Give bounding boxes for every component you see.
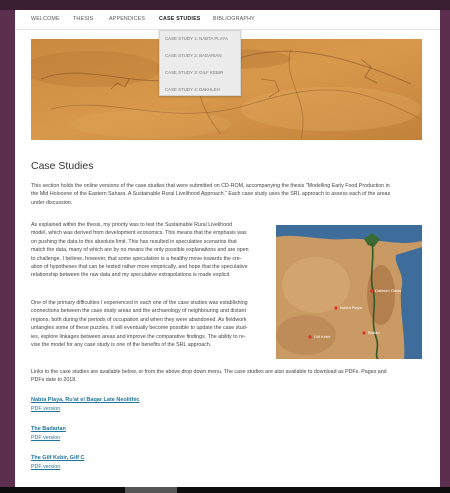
browser-bottom-bar: [0, 487, 450, 493]
main-navigation: [15, 10, 440, 30]
paragraph-line: regions, both during the periods of occupation and when they were abandoned. As fieldwork: [31, 316, 247, 323]
pdf-link-nabta-playa[interactable]: PDF version: [31, 406, 61, 412]
map-label-gilf-kebir: Gilf Kebir: [314, 334, 331, 339]
intro-line: the Mid Holocene of the Eastern Sahara. A Sustainable Rural Livelihood Approach." Each case study uses the SRL approach to assess each of the areas: [31, 191, 391, 198]
nav-item-case-studies[interactable]: CASE STUDIES: [159, 16, 201, 22]
intro-line: under discussion.: [31, 199, 73, 206]
paragraph-line: relationship between the raw data and my speculative extrapolations is made explicit.: [31, 272, 231, 279]
links-intro-paragraph: [31, 368, 426, 385]
paragraph-line: connections between the case study areas and the archaeology of neighbouring and distant: [31, 308, 246, 315]
difficulties-paragraph: [31, 299, 276, 349]
paragraph-line: on pushing the data to this absolute limit. This has resulted in speculative scenarios that: [31, 238, 237, 245]
pdf-link-badarian[interactable]: PDF version: [31, 435, 61, 441]
nav-item-appendices[interactable]: APPENDICES: [109, 16, 146, 22]
egypt-satellite-map: [276, 225, 422, 359]
paragraph-line: match the data, many of which are by no means the only possible explanations and are open: [31, 247, 249, 254]
case-study-link-badarian[interactable]: The Badarian: [31, 426, 66, 432]
browser-top-bar: [0, 0, 450, 10]
map-label-badari: Badari: [368, 330, 380, 335]
dropdown-item-gilf-kebir[interactable]: CASE STUDY 3: GILF KEBIR: [165, 70, 224, 75]
paragraph-line: to challenge. I believe, however, that some speculation is a healthy move towards the cre-: [31, 255, 242, 262]
case-studies-dropdown: [159, 30, 241, 96]
dropdown-item-nabta-playa[interactable]: CASE STUDY 1: NABTA PLAYA: [165, 36, 228, 41]
paragraph-line: model, which was derived from development economics. This means that the emphasis was: [31, 230, 247, 237]
paragraph-line: ation of hypotheses that can be tested rather more empirically, and hope that the speculative: [31, 264, 248, 271]
page-title: Case Studies: [31, 160, 94, 172]
priority-paragraph: [31, 221, 271, 280]
nav-item-thesis[interactable]: THESIS: [73, 16, 94, 22]
paragraph-line: Links to the case studies are available below, or from the above drop down menu. The case studies are also available to download as PDFs. Pages and: [31, 369, 387, 375]
page-container: [15, 10, 440, 493]
dropdown-item-badarian[interactable]: CASE STUDY 2: BADARIAN: [165, 53, 222, 58]
taskbar-active-item[interactable]: [125, 487, 177, 493]
map-label-nabta: Nabta Playa: [340, 305, 362, 310]
map-label-dakhleh: Dakhleh Oasis: [375, 288, 402, 293]
intro-paragraph: [31, 182, 426, 207]
paragraph-line: ies, explore linkages between areas and improve the comparative findings. The ability to re-: [31, 333, 246, 340]
paragraph-line: untangles some of these puzzles, it will eventually become possible to update the case stud-: [31, 325, 248, 332]
pdf-link-gilf-kebir[interactable]: PDF version: [31, 464, 61, 470]
case-study-link-gilf-kebir[interactable]: The Gilf Kebir, Gilf C: [31, 455, 85, 461]
intro-line: This section holds the online versions of the case studies that were submitted on CD-ROM, accompanying the thesis "Modelling Early Food Production in: [31, 183, 390, 189]
nav-item-bibliography[interactable]: BIBLIOGRAPHY: [213, 16, 255, 22]
paragraph-line: One of the primary difficulties I experienced in each one of the case studies was establishing: [31, 300, 248, 306]
nav-item-welcome[interactable]: WELCOME: [31, 16, 60, 22]
case-study-link-nabta-playa[interactable]: Nabta Playa, Ru'at el Baqar Late Neolithic: [31, 397, 140, 403]
dropdown-item-dakhleh[interactable]: CASE STUDY 4: DAKHLEH: [165, 87, 220, 92]
paragraph-line: PDFs date to 2018.: [31, 377, 77, 384]
paragraph-line: As explained within the thesis, my priority was to test the Sustainable Rural Livelihood: [31, 222, 233, 228]
paragraph-line: vise the model for any case study is one of the benefits of the SRL approach.: [31, 342, 212, 349]
